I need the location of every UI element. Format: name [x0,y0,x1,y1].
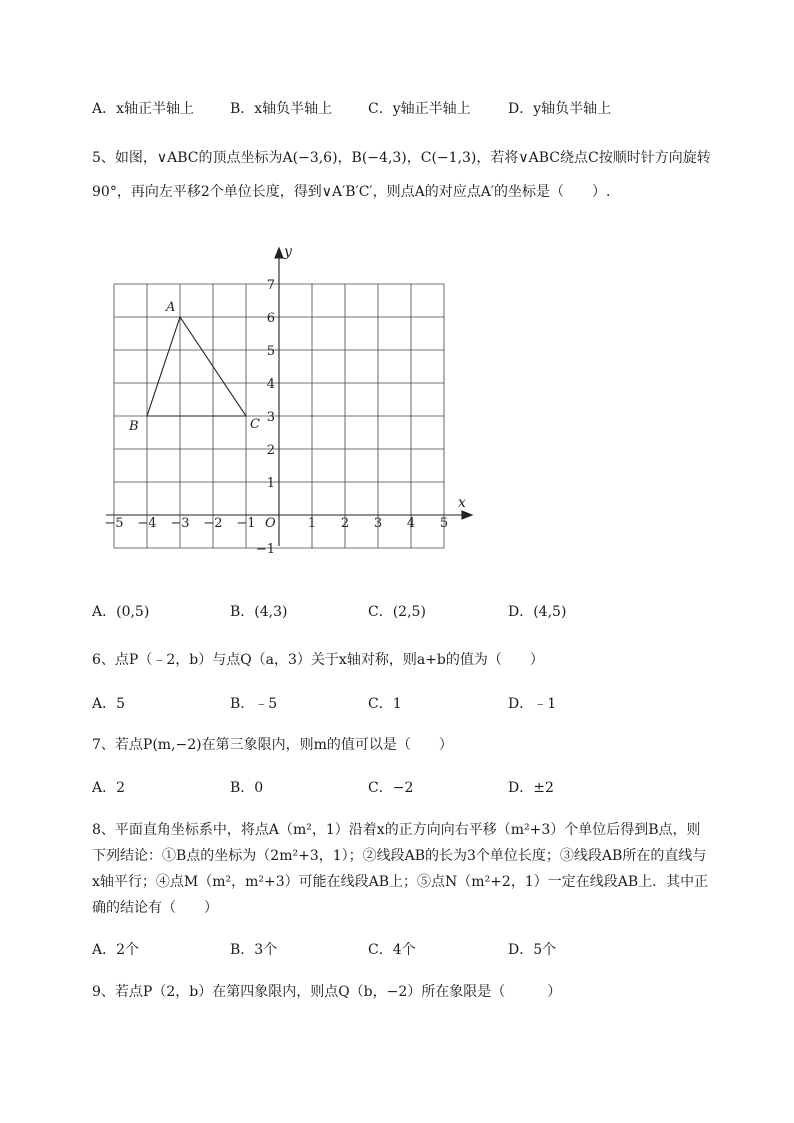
q7-option-a: A．2 [92,780,126,796]
triangle-abc [147,317,246,416]
x-tick-label: 3 [373,516,383,531]
q8-option-d: D．5个 [508,942,557,958]
q4-option-a: A．x轴正半轴上 [92,101,195,117]
x-axis-arrow [462,511,472,519]
q5-option-c: C．(2,5) [368,604,426,620]
q8-option-a: A．2个 [92,942,140,958]
q5-option-a: A．(0,5) [92,604,150,620]
y-axis-label: y [284,244,292,260]
q5-option-d: D．(4,5) [508,604,567,620]
origin-label: O [265,516,276,531]
q4-option-d: D．y轴负半轴上 [508,101,612,117]
x-axis-label: x [458,495,466,511]
y-tick-label: 4 [266,377,275,392]
y-tick-label: −1 [255,542,275,557]
x-tick-label: 2 [340,516,350,531]
q6-option-b: B．﹣5 [230,696,278,712]
q8-stem-line-1: 8、平面直角坐标系中，将点A（m²，1）沿着x的正方向向右平移（m²+3）个单位后得到B点，则 [92,822,701,838]
q6-option-d: D．﹣1 [508,696,557,712]
q6-option-c: C．1 [368,696,402,712]
vertex-label-c: C [250,417,260,432]
q7-option-d: D．±2 [508,780,554,796]
q8-stem-line-2: 下列结论：①B点的坐标为（2m²+3，1）；②线段AB的长为3个单位长度；③线段AB所在的直线与 [92,848,707,864]
y-tick-label: 6 [266,311,275,326]
q8-stem-line-3: x轴平行；④点M（m²，m²+3）可能在线段AB上；⑤点N（m²+2，1）一定在线段AB上．其中正 [92,874,709,890]
q4-option-b: B．x轴负半轴上 [230,101,333,117]
x-tick-label: 4 [406,516,416,531]
q7-option-c: C．−2 [368,780,414,796]
q8-option-b: B．3个 [230,942,278,958]
vertex-label-b: B [129,419,139,434]
x-tick-label: −1 [236,516,256,531]
y-tick-label: 1 [266,476,275,491]
q5-stem-line-1: 5、如图，∨ABC的顶点坐标为A(−3,6)，B(−4,3)，C(−1,3)，若将∨ABC绕点C按顺时针方向旋转 [92,150,711,166]
q7-option-b: B．0 [230,780,264,796]
q6-stem: 6、点P（﹣2，b）与点Q（a，3）关于x轴对称，则a+b的值为（ ） [92,652,544,668]
y-tick-label: 3 [266,410,275,425]
x-tick-label: −5 [104,516,124,531]
x-tick-label: −3 [170,516,190,531]
y-tick-label: 7 [266,278,275,293]
q8-stem-line-4: 确的结论有（ ） [92,900,218,916]
x-tick-label: −2 [203,516,223,531]
axes [106,248,472,546]
y-tick-label: 2 [266,443,275,458]
q7-stem: 7、若点P(m,−2)在第三象限内，则m的值可以是（ ） [92,737,453,753]
vertex-label-a: A [166,300,176,315]
x-tick-label: 5 [439,516,449,531]
q9-stem: 9、若点P（2，b）在第四象限内，则点Q（b，−2）所在象限是（ ） [92,984,562,1000]
y-tick-label: 5 [266,344,275,359]
q4-option-c: C．y轴正半轴上 [368,101,471,117]
q5-option-b: B．(4,3) [230,604,288,620]
q5-stem-line-2: 90°，再向左平移2个单位长度，得到∨A′B′C′，则点A的对应点A′的坐标是（ ）. [92,184,611,200]
x-tick-label: 1 [307,516,317,531]
q6-option-a: A．5 [92,696,126,712]
y-axis-arrow [275,248,283,258]
q5-coordinate-figure [90,232,490,562]
x-tick-label: −4 [137,516,157,531]
q8-option-c: C．4个 [368,942,416,958]
